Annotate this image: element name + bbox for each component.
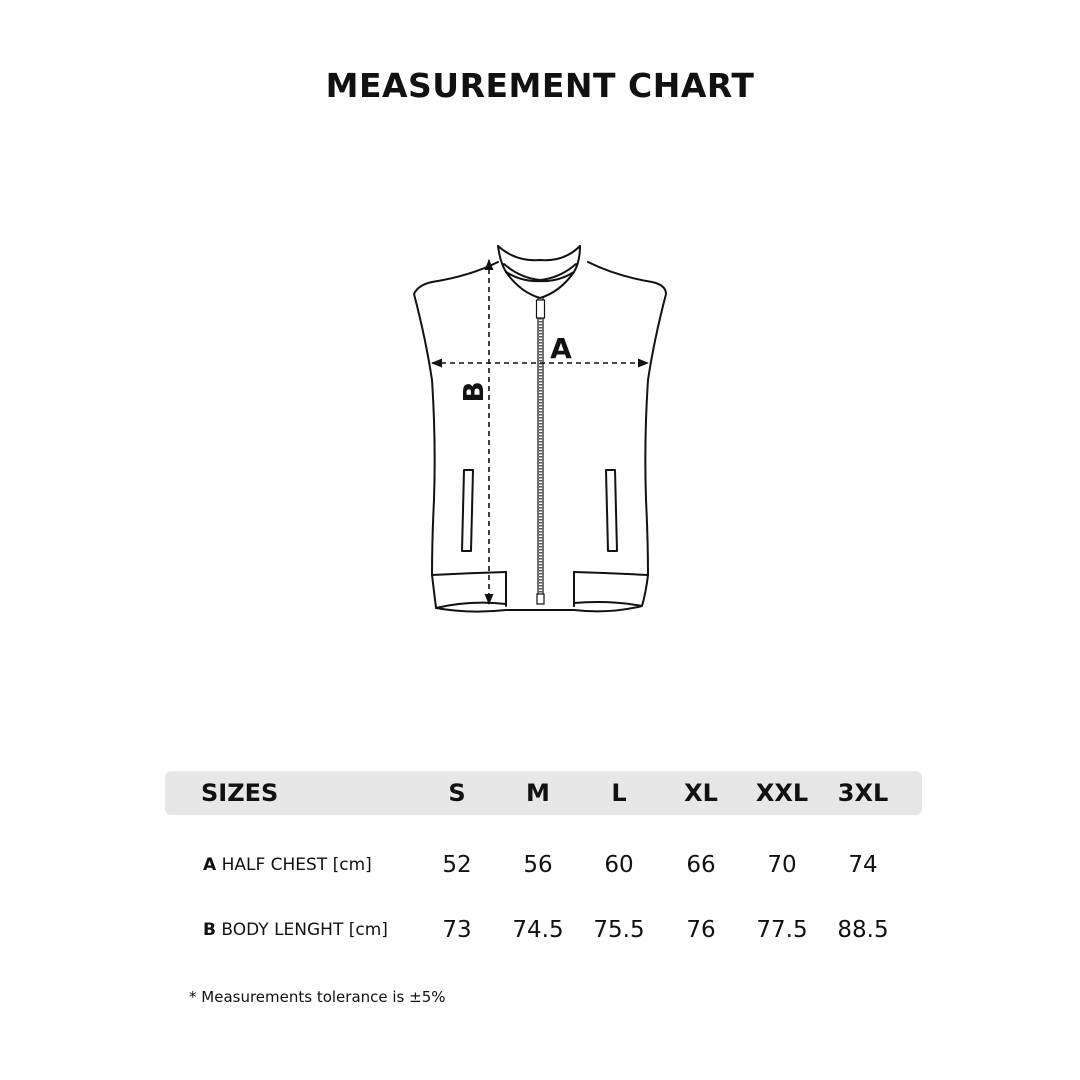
body-length-xxl: 77.5 [756, 917, 808, 943]
size-header-m: M [526, 779, 550, 807]
vest-left-panel [414, 262, 506, 575]
size-header-xl: XL [684, 779, 718, 807]
body-length-xl: 76 [686, 917, 716, 943]
sizes-header: SIZES [201, 779, 279, 807]
half-chest-xxl: 70 [767, 852, 797, 878]
page-title: MEASUREMENT CHART [325, 66, 755, 105]
measure-a-label: A [550, 332, 572, 365]
vest-diagram [400, 230, 680, 630]
half-chest-text: HALF CHEST [cm] [221, 855, 372, 875]
vest-hem [432, 575, 506, 608]
half-chest-s: 52 [442, 852, 472, 878]
measure-b-label: B [457, 381, 490, 403]
body-length-3xl: 88.5 [837, 917, 889, 943]
size-table [165, 771, 922, 952]
size-header-xxl: XXL [755, 779, 809, 807]
body-length-s: 73 [442, 917, 472, 943]
vest-left-pocket [462, 470, 473, 551]
size-header-s: S [448, 779, 466, 807]
half-chest-letter: A [203, 855, 217, 875]
body-length-label [203, 908, 388, 952]
half-chest-label [203, 843, 372, 887]
half-chest-l: 60 [604, 852, 634, 878]
half-chest-3xl: 74 [848, 852, 878, 878]
vest-collar-inner [498, 246, 580, 260]
body-length-l: 75.5 [593, 917, 645, 943]
tolerance-note: * Measurements tolerance is ±5% [189, 988, 446, 1006]
vest-zipper [537, 298, 545, 604]
vest-right-panel [574, 262, 666, 575]
vest-illustration [400, 230, 680, 630]
table-header-row [165, 771, 922, 815]
table-row-body-length [165, 908, 922, 952]
half-chest-m: 56 [523, 852, 553, 878]
size-header-l: L [611, 779, 627, 807]
body-length-letter: B [203, 920, 216, 940]
body-length-text: BODY LENGHT [cm] [221, 920, 388, 940]
body-length-m: 74.5 [512, 917, 564, 943]
table-row-half-chest [165, 843, 922, 887]
size-header-3xl: 3XL [837, 779, 889, 807]
vest-right-pocket [606, 470, 617, 551]
half-chest-xl: 66 [686, 852, 716, 878]
